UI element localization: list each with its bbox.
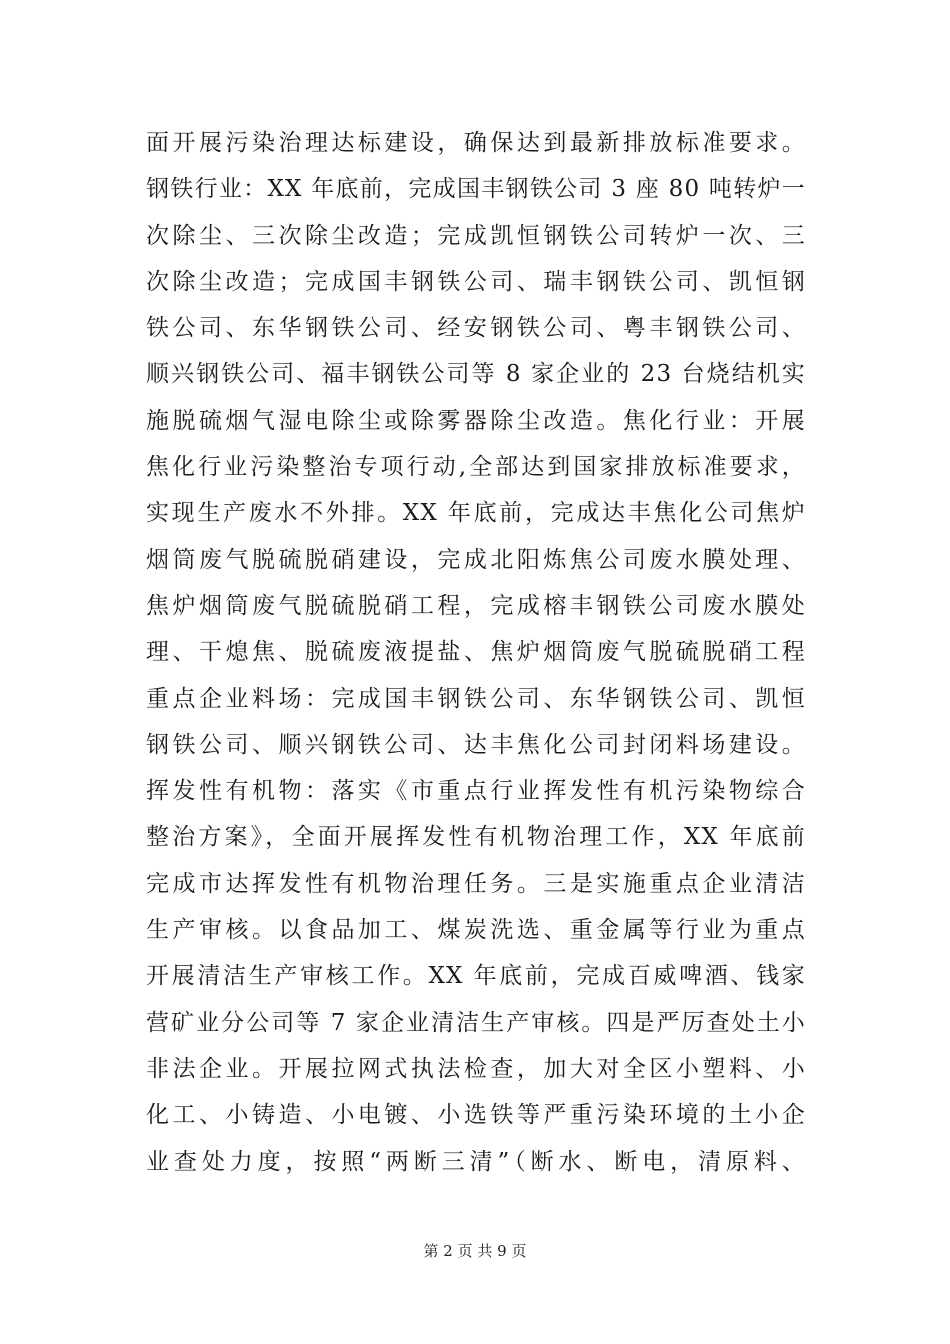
text-line: 重点企业料场：完成国丰钢铁公司、东华钢铁公司、凯恒 (146, 685, 806, 712)
text-line: 铁公司、东华钢铁公司、经安钢铁公司、粤丰钢铁公司、 (146, 315, 806, 342)
text-line: 非法企业。开展拉网式执法检查，加大对全区小塑料、小 (146, 1055, 806, 1082)
text-line: 化工、小铸造、小电镀、小选铁等严重污染环境的土小企 (146, 1102, 806, 1129)
text-line: 钢铁行业：XX 年底前，完成国丰钢铁公司 3 座 80 吨转炉一 (146, 176, 806, 203)
text-line: 次除尘、三次除尘改造；完成凯恒钢铁公司转炉一次、三 (146, 222, 806, 249)
text-line: 整治方案》，全面开展挥发性有机物治理工作，XX 年底前 (146, 824, 806, 851)
text-line: 开展清洁生产审核工作。XX 年底前，完成百威啤酒、钱家 (146, 963, 806, 990)
text-line: 理、干熄焦、脱硫废液提盐、焦炉烟筒废气脱硫脱硝工程 (146, 639, 806, 666)
text-line: 焦炉烟筒废气脱硫脱硝工程，完成榕丰钢铁公司废水膜处 (146, 592, 806, 619)
text-line: 顺兴钢铁公司、福丰钢铁公司等 8 家企业的 23 台烧结机实 (146, 361, 806, 388)
text-line: 挥发性有机物：落实《市重点行业挥发性有机污染物综合 (146, 778, 806, 805)
text-line: 烟筒废气脱硫脱硝建设，完成北阳炼焦公司废水膜处理、 (146, 546, 806, 573)
body-text (146, 120, 806, 1185)
text-line: 焦化行业污染整治专项行动,全部达到国家排放标准要求， (146, 454, 806, 481)
text-line: 生产审核。以食品加工、煤炭洗选、重金属等行业为重点 (146, 917, 806, 944)
text-line: 面开展污染治理达标建设，确保达到最新排放标准要求。 (146, 130, 806, 156)
text-line: 完成市达挥发性有机物治理任务。三是实施重点企业清洁 (146, 870, 806, 897)
text-line: 施脱硫烟气湿电除尘或除雾器除尘改造。焦化行业：开展 (146, 407, 806, 434)
page-number-footer: 第 2 页 共 9 页 (423, 1242, 527, 1260)
text-line: 钢铁公司、顺兴钢铁公司、达丰焦化公司封闭料场建设。 (146, 731, 806, 758)
text-line: 实现生产废水不外排。XX 年底前，完成达丰焦化公司焦炉 (146, 500, 806, 527)
text-line: 业查处力度，按照“两断三清”（断水、断电，清原料、 (146, 1148, 806, 1175)
text-line: 营矿业分公司等 7 家企业清洁生产审核。四是严厉查处土小 (146, 1009, 806, 1036)
text-line: 次除尘改造；完成国丰钢铁公司、瑞丰钢铁公司、凯恒钢 (146, 268, 806, 295)
